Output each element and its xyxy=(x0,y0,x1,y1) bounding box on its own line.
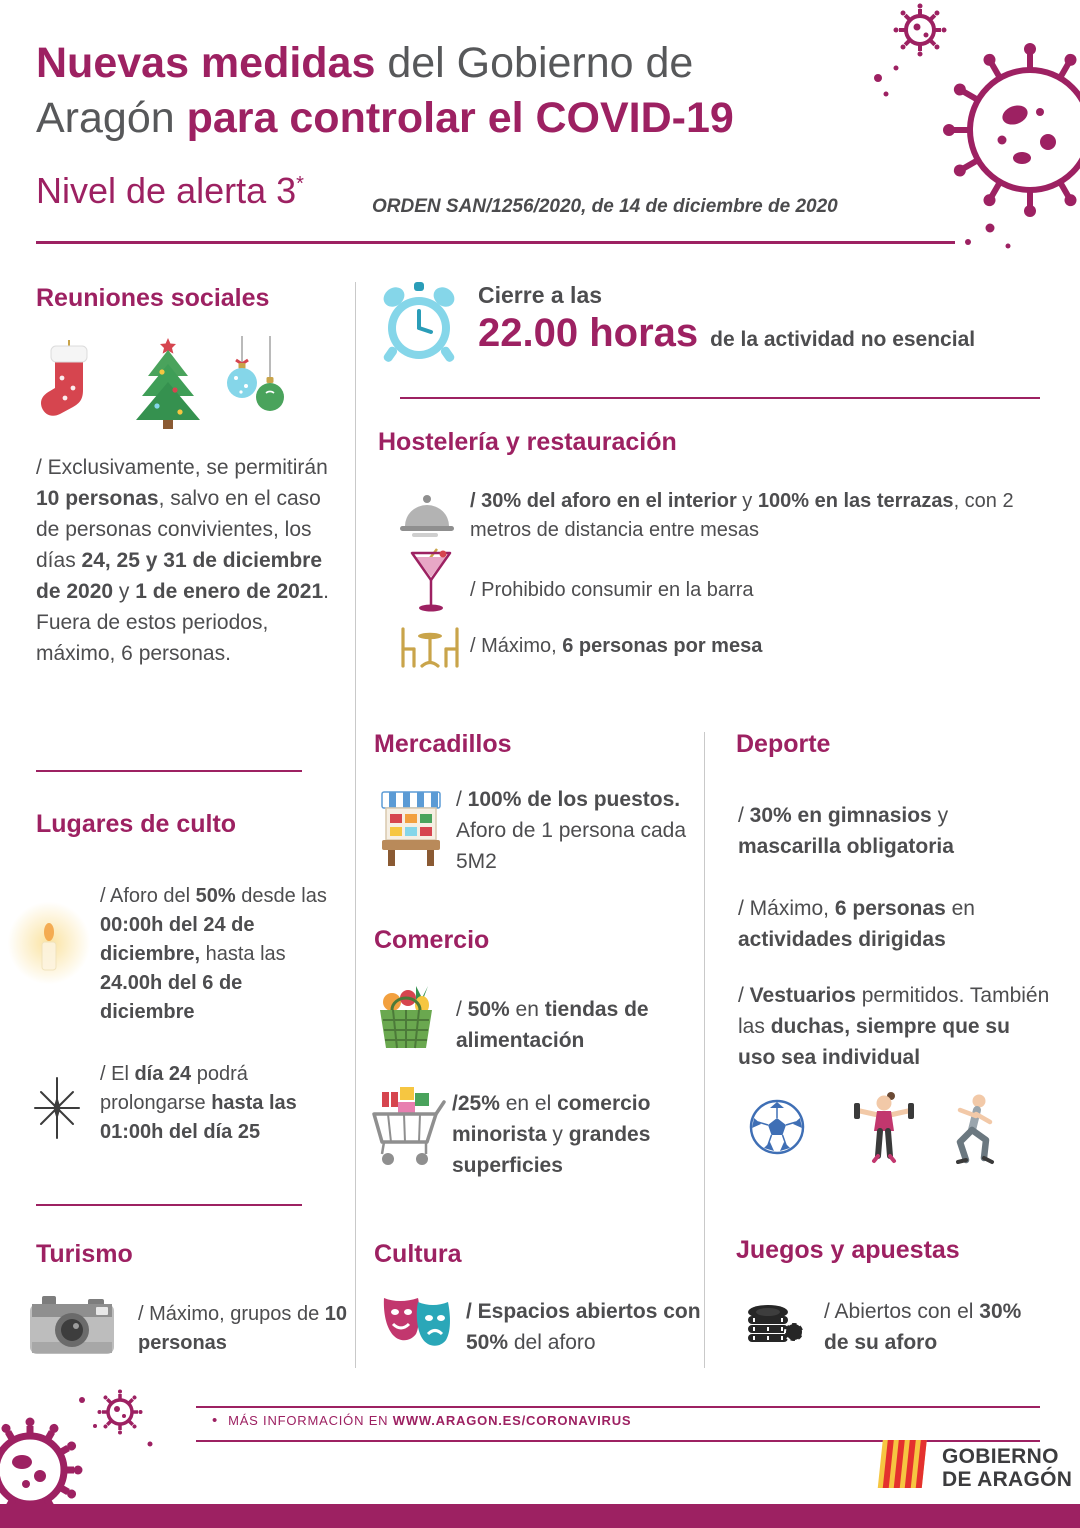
cultura-item: / Espacios abiertos con 50% del aforo xyxy=(466,1300,701,1354)
turismo-title: Turismo xyxy=(36,1240,133,1268)
camera-icon xyxy=(28,1292,116,1367)
order-reference: ORDEN SAN/1256/2020, de 14 de diciembre de 2020 xyxy=(372,196,838,217)
mercadillos-title: Mercadillos xyxy=(374,730,512,758)
divider xyxy=(36,1204,302,1206)
culto-item: / Aforo del 50% desde las 00:00h del 24 de diciembre, hasta las 24.00h del 6 de diciembre xyxy=(100,885,327,1023)
stocking-icon xyxy=(40,338,98,435)
bullet-icon: • xyxy=(212,1412,219,1429)
divider xyxy=(400,397,1040,399)
juegos-title: Juegos y apuestas xyxy=(736,1236,960,1264)
reuniones-body: / Exclusivamente, se permitirán 10 personas, salvo en el caso de personas convivientes, los días 24, 25 y 31 de diciembre de 2020 y 1 de enero de 2021. Fuera de estos periodos, máximo, 6 personas. xyxy=(36,456,330,665)
mercadillos-item: / 100% de los puestos. Aforo de 1 persona cada 5M2 xyxy=(456,788,686,873)
star-icon xyxy=(26,1076,88,1145)
closure-notice xyxy=(478,282,975,356)
deporte-title: Deporte xyxy=(736,730,831,758)
dumbbell-exercise-icon xyxy=(850,1090,918,1171)
logo-line-2: DE ARAGÓN xyxy=(942,1467,1073,1491)
candle-icon xyxy=(4,898,94,988)
virus-icon xyxy=(850,0,1080,270)
column-divider-left xyxy=(355,282,356,1368)
divider xyxy=(36,770,302,772)
logo-text xyxy=(942,1445,1072,1491)
ornaments-icon xyxy=(222,336,288,435)
shopping-cart-icon xyxy=(368,1082,446,1173)
column-divider-right xyxy=(704,732,705,1368)
gobierno-aragon-logo xyxy=(876,1438,1072,1497)
hosteleria-title: Hostelería y restauración xyxy=(378,428,677,456)
culto-title: Lugares de culto xyxy=(36,810,237,838)
alert-level-text: Nivel de alerta 3 xyxy=(36,170,297,211)
footer-divider-top xyxy=(196,1406,1040,1408)
closure-prefix: Cierre a las xyxy=(478,282,603,308)
virus-icon xyxy=(0,1388,180,1509)
title-line-1: Nuevas medidas del Gobierno de xyxy=(36,39,694,87)
reuniones-title: Reuniones sociales xyxy=(36,284,270,312)
grocery-basket-icon xyxy=(372,984,440,1061)
title-line-2: Aragón para controlar el COVID-19 xyxy=(36,94,734,142)
table-chairs-icon xyxy=(398,624,462,675)
alert-asterisk: * xyxy=(296,173,304,195)
deporte-item: / Vestuarios permitidos. También las duchas, siempre que su uso sea individual xyxy=(738,984,1050,1069)
turismo-item: / Máximo, grupos de 10 personas xyxy=(138,1303,347,1354)
market-stall-icon xyxy=(380,788,442,873)
juegos-item: / Abiertos con el 30% de su aforo xyxy=(824,1300,1022,1354)
cloche-icon xyxy=(398,490,456,545)
footer-info xyxy=(212,1412,631,1429)
hosteleria-item: / Prohibido consumir en la barra xyxy=(470,579,754,601)
cocktail-icon xyxy=(410,548,452,621)
footer-info-text: MÁS INFORMACIÓN EN WWW.ARAGON.ES/CORONAVIRUS xyxy=(228,1413,632,1428)
deporte-item: / Máximo, 6 personas en actividades dirigidas xyxy=(738,897,975,951)
comercio-item: /25% en el comercio minorista y grandes superficies xyxy=(452,1092,651,1177)
cultura-title: Cultura xyxy=(374,1240,462,1268)
closure-time: 22.00 horas xyxy=(478,311,699,355)
culto-item: / El día 24 podrá prolongarse hasta las 01:00h del día 25 xyxy=(100,1063,297,1143)
hosteleria-item: / Máximo, 6 personas por mesa xyxy=(470,635,763,657)
runner-icon xyxy=(946,1092,1004,1173)
hosteleria-item: / 30% del aforo en el interior y 100% en las terrazas, con 2 metros de distancia entre mesas xyxy=(470,490,1014,541)
closure-suffix: de la actividad no esencial xyxy=(710,328,976,351)
soccer-ball-icon xyxy=(748,1098,806,1161)
deporte-item: / 30% en gimnasios y mascarilla obligatoria xyxy=(738,804,954,858)
christmas-tree-icon xyxy=(130,336,206,435)
alert-level xyxy=(36,170,304,212)
bottom-bar xyxy=(0,1504,1080,1528)
header-divider xyxy=(36,241,955,244)
comercio-title: Comercio xyxy=(374,926,490,954)
logo-line-1: GOBIERNO xyxy=(942,1444,1059,1468)
page-title xyxy=(36,36,734,146)
theater-masks-icon xyxy=(380,1290,452,1359)
comercio-item: / 50% en tiendas de alimentación xyxy=(456,998,649,1052)
poker-chips-icon xyxy=(744,1290,804,1355)
aragon-flag-icon xyxy=(876,1438,932,1497)
alarm-clock-icon xyxy=(378,280,460,370)
